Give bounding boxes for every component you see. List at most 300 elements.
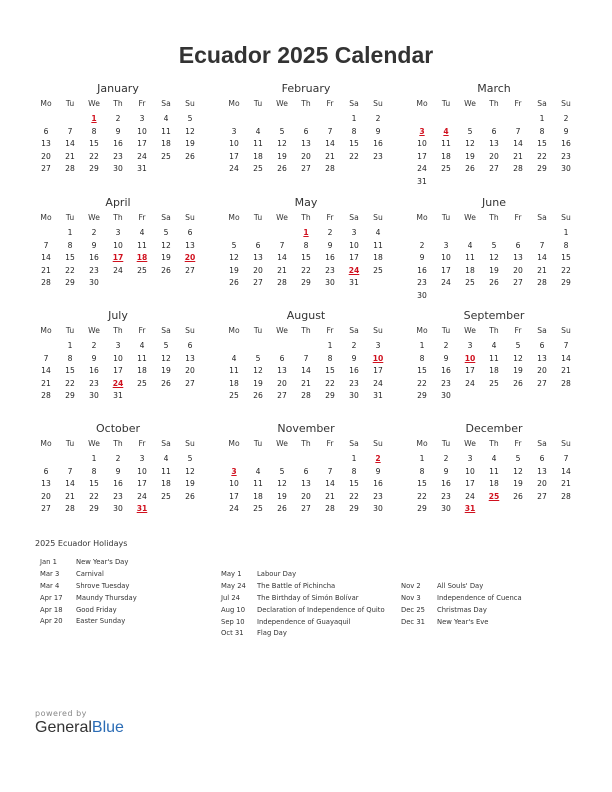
holiday-name: Declaration of Independence of Quito: [257, 605, 385, 614]
calendar-day: 6: [279, 353, 285, 363]
calendar-day: 18: [489, 479, 499, 488]
holiday-row: [40, 605, 137, 617]
calendar-day: 8: [419, 466, 425, 476]
calendar-day: 22: [89, 151, 99, 161]
weekday-header: Fr: [514, 213, 522, 222]
calendar-day: 21: [561, 479, 571, 488]
calendar-day: 24: [229, 164, 239, 173]
calendar-day: 19: [161, 253, 171, 262]
weekday-header: Mo: [228, 99, 240, 108]
holiday-name: Maundy Thursday: [76, 593, 137, 602]
calendar-day: 14: [513, 139, 523, 148]
weekday-header: We: [88, 439, 100, 448]
calendar-day: 21: [65, 491, 75, 501]
calendar-day: 7: [515, 126, 521, 136]
weekday-header: Mo: [40, 213, 52, 222]
calendar-day: 1: [419, 341, 425, 350]
weekday-header: Sa: [349, 99, 359, 108]
calendar-day: 6: [43, 126, 49, 136]
weekday-header: Tu: [65, 99, 75, 108]
weekday-header: Fr: [514, 439, 522, 448]
calendar-day: 4: [491, 454, 497, 463]
calendar-day: 5: [163, 341, 169, 350]
calendar-day: 16: [325, 253, 335, 262]
calendar-day: 2: [115, 114, 121, 123]
calendar-day: 24: [137, 491, 147, 501]
holiday-date: Sep 10: [221, 617, 245, 626]
holiday-column: [401, 581, 522, 629]
holiday-day: 24: [112, 378, 124, 388]
calendar-day: 6: [303, 466, 309, 476]
weekday-header: Th: [301, 99, 311, 108]
calendar-day: 4: [163, 114, 169, 123]
calendar-day: 25: [441, 164, 451, 173]
calendar-day: 27: [537, 491, 547, 501]
calendar-day: 10: [441, 253, 451, 262]
holiday-name: The Birthday of Simón Bolívar: [257, 593, 359, 602]
calendar-day: 27: [301, 164, 311, 173]
calendar-day: 20: [41, 491, 51, 501]
holiday-date: Apr 20: [40, 617, 63, 626]
calendar-day: 19: [161, 366, 171, 375]
weekday-header: Th: [113, 213, 123, 222]
holiday-column: [40, 557, 137, 628]
calendar-day: 31: [349, 278, 359, 287]
calendar-day: 15: [537, 139, 547, 148]
calendar-day: 21: [537, 265, 547, 275]
calendar-day: 9: [443, 466, 449, 476]
calendar-day: 9: [443, 353, 449, 363]
holiday-day: 24: [348, 265, 360, 275]
holiday-name: The Battle of Pichincha: [257, 581, 336, 590]
calendar-day: 30: [441, 391, 451, 400]
calendar-day: 26: [489, 278, 499, 287]
calendar-day: 22: [89, 491, 99, 501]
weekday-header: Su: [373, 326, 383, 335]
calendar-day: 24: [465, 378, 475, 388]
calendar-day: 6: [539, 454, 545, 463]
calendar-day: 20: [253, 265, 263, 275]
weekday-header: Tu: [253, 99, 263, 108]
weekday-header: Th: [301, 439, 311, 448]
holiday-date: Apr 17: [40, 593, 63, 602]
holiday-name: Shrove Tuesday: [76, 581, 130, 590]
calendar-day: 5: [255, 353, 261, 363]
calendar-day: 10: [229, 479, 239, 488]
calendar-day: 19: [513, 366, 523, 375]
holiday-date: Mar 3: [40, 569, 60, 578]
holiday-day: 3: [231, 466, 237, 476]
page-title: Ecuador 2025 Calendar: [178, 42, 434, 68]
calendar-day: 24: [465, 491, 475, 501]
weekday-header: Mo: [40, 326, 52, 335]
weekday-header: Th: [301, 326, 311, 335]
calendar-day: 16: [417, 265, 427, 275]
calendar-day: 24: [417, 164, 427, 173]
calendar-day: 4: [467, 240, 473, 250]
calendar-day: 12: [253, 366, 263, 375]
holiday-row: [401, 593, 522, 605]
calendar-day: 23: [561, 151, 571, 161]
calendar-day: 23: [417, 278, 427, 287]
calendar-day: 13: [489, 139, 499, 148]
weekday-header: Sa: [349, 439, 359, 448]
calendar-day: 15: [325, 366, 335, 375]
month-november: [222, 422, 390, 513]
calendar-day: 30: [89, 391, 99, 400]
calendar-day: 1: [563, 228, 569, 237]
calendar-day: 26: [277, 164, 287, 173]
calendar-day: 1: [539, 114, 545, 123]
calendar-day: 7: [563, 454, 569, 463]
calendar-day: 25: [229, 391, 239, 400]
month-april: [34, 196, 202, 287]
holiday-row: [221, 581, 385, 593]
calendar-day: 18: [229, 378, 239, 388]
calendar-day: 12: [513, 353, 523, 363]
calendar-day: 19: [185, 479, 195, 488]
calendar-day: 4: [139, 341, 145, 350]
holiday-row: [40, 593, 137, 605]
calendar-day: 10: [417, 139, 427, 148]
calendar-day: 22: [325, 378, 335, 388]
calendar-day: 11: [253, 479, 263, 488]
weekday-header: Su: [373, 99, 383, 108]
calendar-day: 18: [161, 139, 171, 148]
calendar-day: 11: [253, 139, 263, 148]
calendar-day: 28: [561, 491, 571, 501]
calendar-day: 1: [67, 341, 73, 350]
month-name: September: [463, 309, 525, 322]
calendar-day: 2: [375, 114, 381, 123]
calendar-day: 18: [465, 265, 475, 275]
calendar-day: 28: [301, 391, 311, 400]
calendar-day: 25: [161, 491, 171, 501]
calendar-day: 11: [161, 126, 171, 136]
weekday-header: Su: [373, 439, 383, 448]
holiday-row: [221, 617, 385, 629]
logo-general: General: [35, 719, 92, 736]
weekday-header: We: [276, 326, 288, 335]
calendar-day: 30: [349, 391, 359, 400]
calendar-day: 2: [91, 341, 97, 350]
holiday-row: [221, 605, 385, 617]
calendar-day: 9: [115, 126, 121, 136]
calendar-day: 10: [229, 139, 239, 148]
weekday-header: Th: [489, 326, 499, 335]
calendar-day: 3: [139, 454, 145, 463]
calendar-day: 15: [349, 139, 359, 148]
calendar-day: 13: [185, 353, 195, 363]
calendar-day: 16: [441, 366, 451, 375]
holiday-day: 18: [136, 253, 148, 262]
calendar-day: 6: [255, 240, 261, 250]
calendar-day: 22: [349, 151, 359, 161]
weekday-header: Sa: [537, 99, 547, 108]
calendar-day: 22: [349, 491, 359, 501]
generalblue-logo[interactable]: [35, 719, 124, 737]
weekday-header: Tu: [441, 99, 451, 108]
weekday-header: Fr: [514, 326, 522, 335]
holiday-name: Independence of Cuenca: [437, 593, 522, 602]
weekday-header: We: [464, 213, 476, 222]
month-february: [222, 82, 390, 173]
calendar-day: 7: [43, 240, 49, 250]
holiday-date: Dec 31: [401, 617, 425, 626]
weekday-header: Fr: [326, 439, 334, 448]
weekday-header: Su: [185, 99, 195, 108]
month-october: [34, 422, 202, 513]
calendar-day: 28: [41, 391, 51, 400]
weekday-header: Fr: [514, 99, 522, 108]
calendar-day: 27: [253, 278, 263, 287]
calendar-day: 5: [187, 454, 193, 463]
calendar-day: 3: [139, 114, 145, 123]
weekday-header: Mo: [416, 439, 428, 448]
calendar-day: 16: [373, 479, 383, 488]
calendar-day: 6: [187, 228, 193, 237]
calendar-day: 6: [539, 341, 545, 350]
calendar-day: 2: [419, 240, 425, 250]
calendar-day: 25: [465, 278, 475, 287]
calendar-day: 3: [467, 341, 473, 350]
calendar-day: 18: [137, 366, 147, 375]
month-december: [410, 422, 578, 513]
calendar-day: 14: [325, 479, 335, 488]
weekday-header: Su: [561, 99, 571, 108]
calendar-day: 2: [443, 454, 449, 463]
calendar-day: 25: [137, 378, 147, 388]
holiday-row: [40, 569, 137, 581]
calendar-day: 14: [301, 366, 311, 375]
month-name: August: [286, 309, 326, 322]
calendar-day: 16: [89, 366, 99, 375]
calendar-day: 22: [65, 265, 75, 275]
calendar-day: 16: [89, 253, 99, 262]
calendar-day: 21: [561, 366, 571, 375]
calendar-day: 4: [163, 454, 169, 463]
logo-blue: Blue: [91, 719, 124, 736]
calendar-day: 27: [537, 378, 547, 388]
calendar-day: 13: [301, 139, 311, 148]
calendar-day: 19: [277, 151, 287, 161]
holiday-day: 10: [464, 353, 476, 363]
weekday-header: We: [464, 439, 476, 448]
calendar-day: 8: [351, 466, 357, 476]
calendar-day: 8: [539, 126, 545, 136]
calendar-day: 1: [327, 341, 333, 350]
calendar-day: 28: [513, 164, 523, 173]
calendar-day: 10: [137, 126, 147, 136]
month-name: March: [477, 82, 511, 95]
calendar-day: 27: [301, 504, 311, 513]
weekday-header: Tu: [65, 439, 75, 448]
holiday-row: [221, 628, 385, 640]
calendar-day: 12: [185, 126, 195, 136]
calendar-day: 8: [67, 353, 73, 363]
weekday-header: Th: [113, 439, 123, 448]
holiday-date: Oct 31: [221, 629, 244, 638]
weekday-header: Tu: [441, 326, 451, 335]
calendar-day: 27: [41, 164, 51, 173]
calendar-day: 28: [65, 504, 75, 513]
calendar-day: 3: [467, 454, 473, 463]
calendar-day: 13: [41, 479, 51, 488]
holiday-row: [40, 557, 137, 569]
calendar-day: 7: [327, 126, 333, 136]
calendar-day: 25: [137, 265, 147, 275]
calendar-day: 25: [373, 265, 383, 275]
calendar-day: 18: [253, 151, 263, 161]
holiday-day: 1: [303, 228, 309, 237]
calendar-day: 4: [375, 228, 381, 237]
weekday-header: Su: [561, 326, 571, 335]
calendar-day: 24: [441, 278, 451, 287]
weekday-header: Tu: [441, 439, 451, 448]
weekday-header: Tu: [253, 213, 263, 222]
month-august: [222, 309, 390, 400]
calendar-day: 17: [113, 366, 123, 375]
calendar-day: 26: [161, 265, 171, 275]
calendar-day: 8: [419, 353, 425, 363]
calendar-day: 9: [419, 253, 425, 262]
calendar-day: 9: [91, 353, 97, 363]
weekday-header: Fr: [326, 326, 334, 335]
month-name: May: [294, 196, 318, 209]
calendar-day: 6: [303, 126, 309, 136]
holidays-title: 2025 Ecuador Holidays: [35, 539, 128, 548]
calendar-day: 30: [417, 290, 427, 300]
calendar-day: 15: [417, 479, 427, 488]
holiday-date: Jul 24: [221, 593, 241, 602]
month-name: February: [281, 82, 331, 95]
holiday-date: Nov 2: [401, 582, 421, 590]
weekday-header: Su: [185, 213, 195, 222]
calendar-day: 11: [489, 466, 499, 476]
calendar-day: 22: [417, 491, 427, 501]
month-may: [222, 196, 390, 287]
calendar-day: 5: [279, 466, 285, 476]
weekday-header: We: [88, 326, 100, 335]
weekday-header: Mo: [416, 326, 428, 335]
calendar-day: 29: [561, 278, 571, 287]
holiday-row: [401, 581, 522, 593]
calendar-day: 17: [417, 151, 427, 161]
calendar-day: 28: [65, 164, 75, 173]
holiday-column: [221, 569, 385, 640]
calendar-day: 31: [137, 164, 147, 173]
calendar-day: 8: [303, 240, 309, 250]
calendar-day: 14: [41, 366, 51, 375]
holiday-date: May 24: [221, 581, 246, 590]
weekday-header: Mo: [228, 326, 240, 335]
calendar-day: 1: [351, 454, 357, 463]
calendar-day: 18: [373, 253, 383, 262]
holiday-row: [40, 581, 137, 593]
calendar-day: 15: [561, 253, 571, 262]
calendar-day: 25: [253, 164, 263, 173]
weekday-header: Th: [489, 99, 499, 108]
holiday-row: [221, 569, 385, 581]
month-name: June: [482, 196, 506, 209]
weekday-header: Mo: [228, 439, 240, 448]
calendar-day: 10: [349, 240, 359, 250]
calendar-day: 26: [465, 164, 475, 173]
calendar-day: 9: [351, 353, 357, 363]
holiday-date: Nov 3: [401, 593, 421, 602]
calendar-day: 13: [301, 479, 311, 488]
weekday-header: Su: [561, 439, 571, 448]
calendar-day: 29: [537, 164, 547, 173]
calendar-day: 29: [301, 278, 311, 287]
calendar-day: 14: [561, 466, 571, 476]
weekday-header: Mo: [40, 99, 52, 108]
calendar-day: 12: [185, 466, 195, 476]
weekday-header: Mo: [40, 439, 52, 448]
calendar-day: 17: [137, 139, 147, 148]
weekday-header: Th: [489, 213, 499, 222]
month-september: [410, 309, 578, 400]
holiday-day: 31: [136, 504, 148, 513]
weekday-header: Su: [561, 213, 571, 222]
calendar-day: 19: [253, 378, 263, 388]
calendar-day: 27: [185, 265, 195, 275]
calendar-day: 21: [41, 265, 51, 275]
holiday-day: 4: [443, 126, 449, 136]
calendar-day: 26: [253, 391, 263, 400]
calendar-day: 15: [89, 479, 99, 488]
calendar-day: 24: [113, 265, 123, 275]
holiday-name: Labour Day: [257, 570, 297, 578]
calendar-day: 25: [489, 378, 499, 388]
calendar-day: 30: [89, 278, 99, 287]
calendar-day: 5: [515, 454, 521, 463]
calendar-day: 8: [91, 126, 97, 136]
month-name: January: [97, 82, 139, 95]
holiday-date: Mar 4: [40, 581, 60, 590]
weekday-header: Su: [373, 213, 383, 222]
holiday-row: [221, 593, 385, 605]
weekday-header: We: [464, 326, 476, 335]
calendar-day: 4: [491, 341, 497, 350]
calendar-day: 29: [349, 504, 359, 513]
calendar-day: 21: [65, 151, 75, 161]
calendar-day: 28: [41, 278, 51, 287]
calendar-day: 12: [489, 253, 499, 262]
calendar-day: 7: [563, 341, 569, 350]
calendar-day: 1: [351, 114, 357, 123]
calendar-day: 28: [277, 278, 287, 287]
weekday-header: Th: [113, 99, 123, 108]
calendar-day: 9: [375, 126, 381, 136]
weekday-header: We: [464, 99, 476, 108]
calendar-day: 29: [417, 391, 427, 400]
weekday-header: Mo: [416, 213, 428, 222]
calendar-day: 26: [185, 491, 195, 501]
weekday-header: Fr: [138, 439, 146, 448]
calendar-day: 12: [161, 353, 171, 363]
calendar-day: 5: [515, 341, 521, 350]
calendar-day: 15: [65, 253, 75, 262]
calendar-day: 6: [515, 240, 521, 250]
calendar-day: 13: [537, 353, 547, 363]
calendar-day: 26: [161, 378, 171, 388]
calendar-day: 9: [91, 240, 97, 250]
holiday-name: Independence of Guayaquil: [257, 617, 351, 626]
calendar-day: 11: [441, 139, 451, 148]
calendar-day: 4: [255, 126, 261, 136]
calendar-day: 9: [563, 126, 569, 136]
